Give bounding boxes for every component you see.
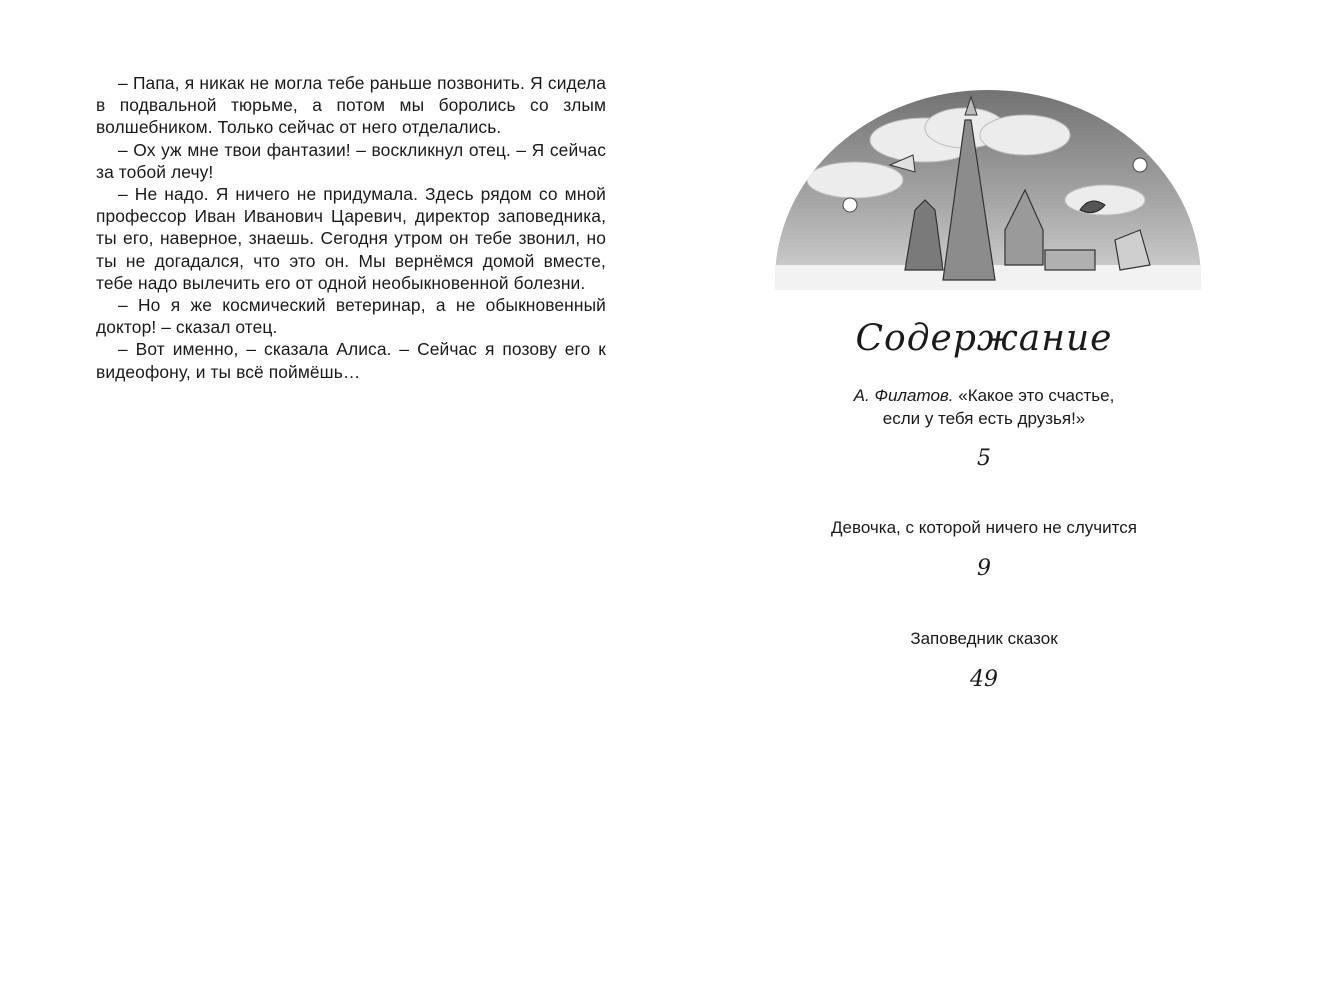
castle-illustration [775, 80, 1201, 290]
paragraph: – Но я же космический ветеринар, а не обыкновенный доктор! – сказал отец. [96, 295, 606, 338]
paragraph: – Не надо. Я ничего не придумала. Здесь рядом со мной профессор Иван Иванович Царевич, директор заповедника, ты его, наверное, знаешь. Сегодня утром он тебе звонил, но ты не догадался, что это он. Мы вернёмся домой вместе, тебе надо вылечить его от одной необыкновенной болезни. [96, 184, 606, 293]
paragraph: – Ох уж мне твои фантазии! – воскликнул отец. – Я сейчас за тобой лечу! [96, 139, 606, 182]
toc-entry-title: Девочка, с которой ничего не случится [831, 518, 1137, 537]
toc-entry [667, 384, 1301, 430]
paragraph: – Вот именно, – сказала Алиса. – Сейчас я позову его к видеофону, и ты всё поймёшь… [96, 339, 606, 382]
toc-entry-title: если у тебя есть друзья!» [882, 409, 1086, 428]
paragraph: – Папа, я никак не могла тебе раньше позвонить. Я сидела в подвальной тюрьме, а потом мы боролись со злым волшебником. Только сейчас от него отделались. [96, 73, 606, 138]
toc-entry-author: А. Филатов. [853, 386, 954, 405]
toc-entry-title: Заповедник сказок [910, 629, 1058, 648]
toc-page-number: 5 [977, 446, 991, 471]
toc-entry [667, 627, 1301, 650]
toc-page-number: 49 [970, 667, 998, 692]
toc-page-number: 9 [977, 556, 991, 581]
toc-entry [667, 516, 1301, 539]
toc-title: Содержание [855, 318, 1113, 359]
right-page [667, 0, 1334, 1000]
left-page [96, 72, 606, 383]
toc-entry-title: «Какое это счастье, [958, 386, 1115, 405]
